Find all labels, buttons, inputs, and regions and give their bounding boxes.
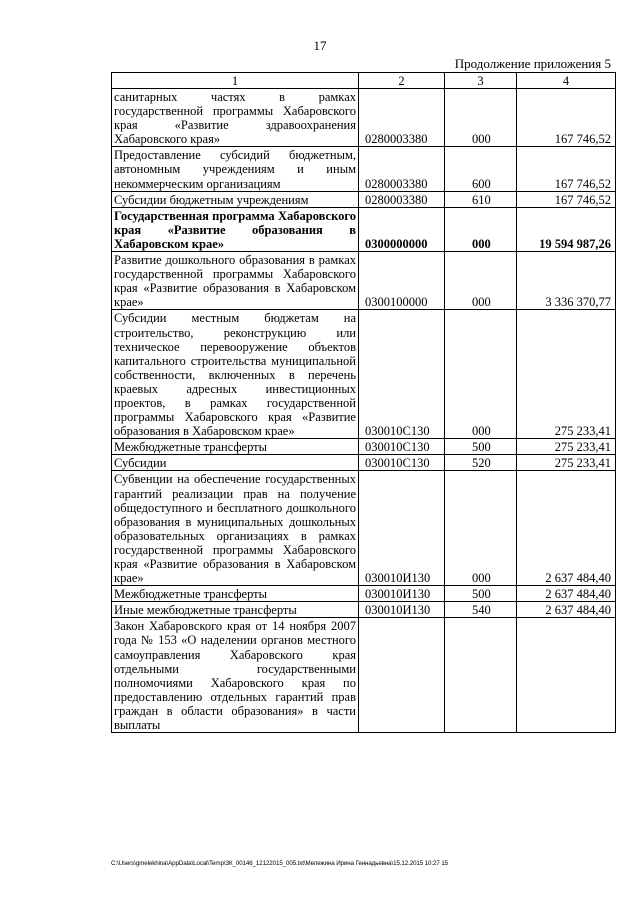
row-group: 000	[445, 471, 517, 586]
header-col-1: 1	[112, 73, 359, 89]
row-description: Закон Хабаровского края от 14 ноября 2007 года № 153 «О наделении органов местного самоуправления Хабаровского края отдельными государственными полномочиями Хабаровского края по предоставлению отдельных гарантий прав граждан в области образования» в части выплаты	[112, 618, 359, 733]
row-code: 030010С130	[359, 455, 445, 471]
row-description: Межбюджетные трансферты	[112, 586, 359, 602]
row-amount: 2 637 484,40	[517, 586, 616, 602]
table-row	[112, 455, 616, 471]
table-row	[112, 618, 616, 733]
table-header-row	[112, 73, 616, 89]
row-description: Межбюджетные трансферты	[112, 439, 359, 455]
table-row	[112, 191, 616, 207]
row-amount: 2 637 484,40	[517, 471, 616, 586]
row-description: Субвенции на обеспечение государственных гарантий реализации прав на получение общедоступного и бесплатного дошкольного образования в муниципальных дошкольных образовательных организациях в рамках государственной программы Хабаровского края «Развитие образования в Хабаровском крае»	[112, 471, 359, 586]
table-row	[112, 439, 616, 455]
row-code: 0300000000	[359, 207, 445, 251]
row-code: 030010С130	[359, 439, 445, 455]
row-group: 540	[445, 602, 517, 618]
table-row	[112, 310, 616, 439]
table-row	[112, 207, 616, 251]
table-row	[112, 252, 616, 310]
row-group: 000	[445, 252, 517, 310]
row-code: 0300100000	[359, 252, 445, 310]
row-code: 030010С130	[359, 310, 445, 439]
page-number: 17	[313, 38, 327, 53]
header-col-4: 4	[517, 73, 616, 89]
table-row	[112, 89, 616, 147]
row-amount: 167 746,52	[517, 89, 616, 147]
row-description: Иные межбюджетные трансферты	[112, 602, 359, 618]
row-amount: 275 233,41	[517, 439, 616, 455]
row-group: 000	[445, 310, 517, 439]
row-description: санитарных частях в рамках государственной программы Хабаровского края «Развитие здравоохранения Хабаровского края»	[112, 89, 359, 147]
row-description: Государственная программа Хабаровского края «Развитие образования в Хабаровском крае»	[112, 207, 359, 251]
row-amount: 275 233,41	[517, 455, 616, 471]
row-amount	[517, 618, 616, 733]
table-row	[112, 471, 616, 586]
row-group	[445, 618, 517, 733]
row-amount: 167 746,52	[517, 191, 616, 207]
row-code: 0280003380	[359, 89, 445, 147]
row-description: Субсидии бюджетным учреждениям	[112, 191, 359, 207]
row-code: 0280003380	[359, 147, 445, 191]
header-col-3: 3	[445, 73, 517, 89]
file-path-footer: C:\Users\gmelekhina\AppData\Local\Temp\ЗК_00146_12122015_005.txt\Мележина Ирина Геннадьевна\15.12.2015 10:27 15	[111, 860, 448, 867]
row-code: 030010И130	[359, 471, 445, 586]
row-amount: 3 336 370,77	[517, 252, 616, 310]
row-amount: 2 637 484,40	[517, 602, 616, 618]
row-description: Субсидии	[112, 455, 359, 471]
row-code	[359, 618, 445, 733]
row-code: 030010И130	[359, 602, 445, 618]
row-group: 600	[445, 147, 517, 191]
row-amount: 167 746,52	[517, 147, 616, 191]
row-code: 0280003380	[359, 191, 445, 207]
continuation-label: Продолжение приложения 5	[454, 56, 611, 71]
table-row	[112, 586, 616, 602]
row-group: 520	[445, 455, 517, 471]
row-group: 000	[445, 89, 517, 147]
table-row	[112, 147, 616, 191]
row-amount: 275 233,41	[517, 310, 616, 439]
row-group: 610	[445, 191, 517, 207]
row-code: 030010И130	[359, 586, 445, 602]
row-amount: 19 594 987,26	[517, 207, 616, 251]
row-group: 500	[445, 586, 517, 602]
row-description: Развитие дошкольного образования в рамках государственной программы Хабаровского края «Развитие образования в Хабаровском крае»	[112, 252, 359, 310]
row-group: 000	[445, 207, 517, 251]
header-col-2: 2	[359, 73, 445, 89]
table-row	[112, 602, 616, 618]
budget-table	[111, 72, 616, 733]
row-description: Предоставление субсидий бюджетным, автономным учреждениям и иным некоммерческим организациям	[112, 147, 359, 191]
row-group: 500	[445, 439, 517, 455]
row-description: Субсидии местным бюджетам на строительство, реконструкцию или техническое перевооружение объектов капитального строительства муниципальной собственности, включенных в перечень краевых адресных инвестиционных проектов, в рамках государственной программы Хабаровского края «Развитие образования в Хабаровском крае»	[112, 310, 359, 439]
